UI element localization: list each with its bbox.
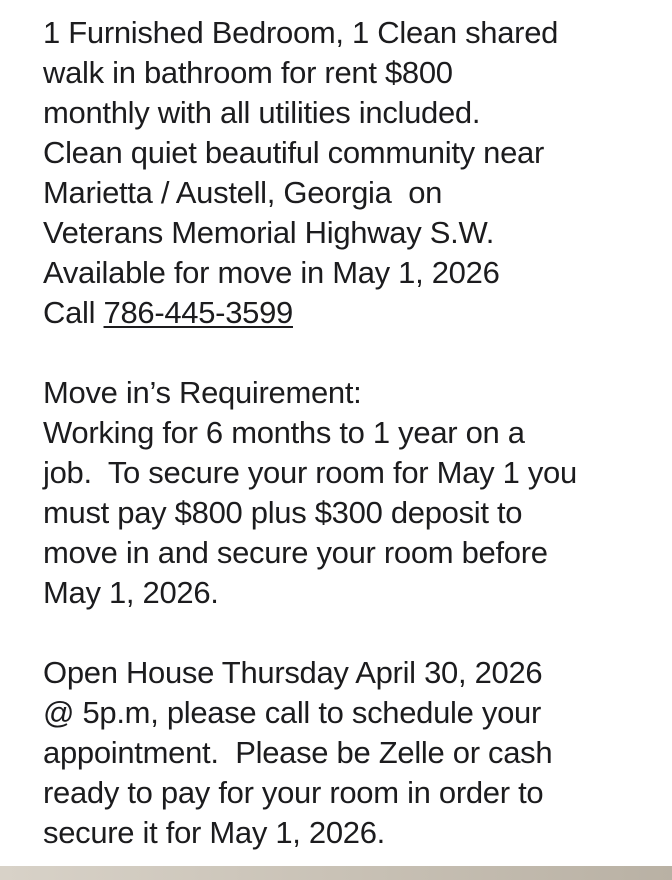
- text-line: 1 Furnished Bedroom, 1 Clean shared: [43, 15, 559, 50]
- text-line: ready to pay for your room in order to: [43, 775, 544, 810]
- text-line: Clean quiet beautiful community near: [43, 135, 544, 170]
- text-line: walk in bathroom for rent $800: [43, 55, 453, 90]
- rental-description-paragraph: [43, 13, 663, 333]
- requirements-heading: Move in’s Requirement:: [43, 375, 362, 410]
- text-line: move in and secure your room before: [43, 535, 548, 570]
- text-line: appointment. Please be Zelle or cash: [43, 735, 553, 770]
- call-prefix: Call: [43, 295, 104, 330]
- text-line: Marietta / Austell, Georgia on: [43, 175, 443, 210]
- requirements-paragraph: [43, 373, 663, 613]
- text-line: monthly with all utilities included.: [43, 95, 481, 130]
- text-line: secure it for May 1, 2026.: [43, 815, 385, 850]
- text-line: @ 5p.m, please call to schedule your: [43, 695, 541, 730]
- text-line: must pay $800 plus $300 deposit to: [43, 495, 523, 530]
- text-line: Veterans Memorial Highway S.W.: [43, 215, 495, 250]
- phone-number-link[interactable]: 786-445-3599: [103, 295, 293, 330]
- text-line: job. To secure your room for May 1 you: [43, 455, 577, 490]
- text-line: May 1, 2026.: [43, 575, 219, 610]
- call-line: [43, 293, 663, 333]
- text-line: Available for move in May 1, 2026: [43, 255, 500, 290]
- open-house-paragraph: [43, 653, 663, 853]
- text-line: Working for 6 months to 1 year on a: [43, 415, 525, 450]
- bottom-image-strip: [0, 866, 672, 880]
- text-line: Open House Thursday April 30, 2026: [43, 655, 543, 690]
